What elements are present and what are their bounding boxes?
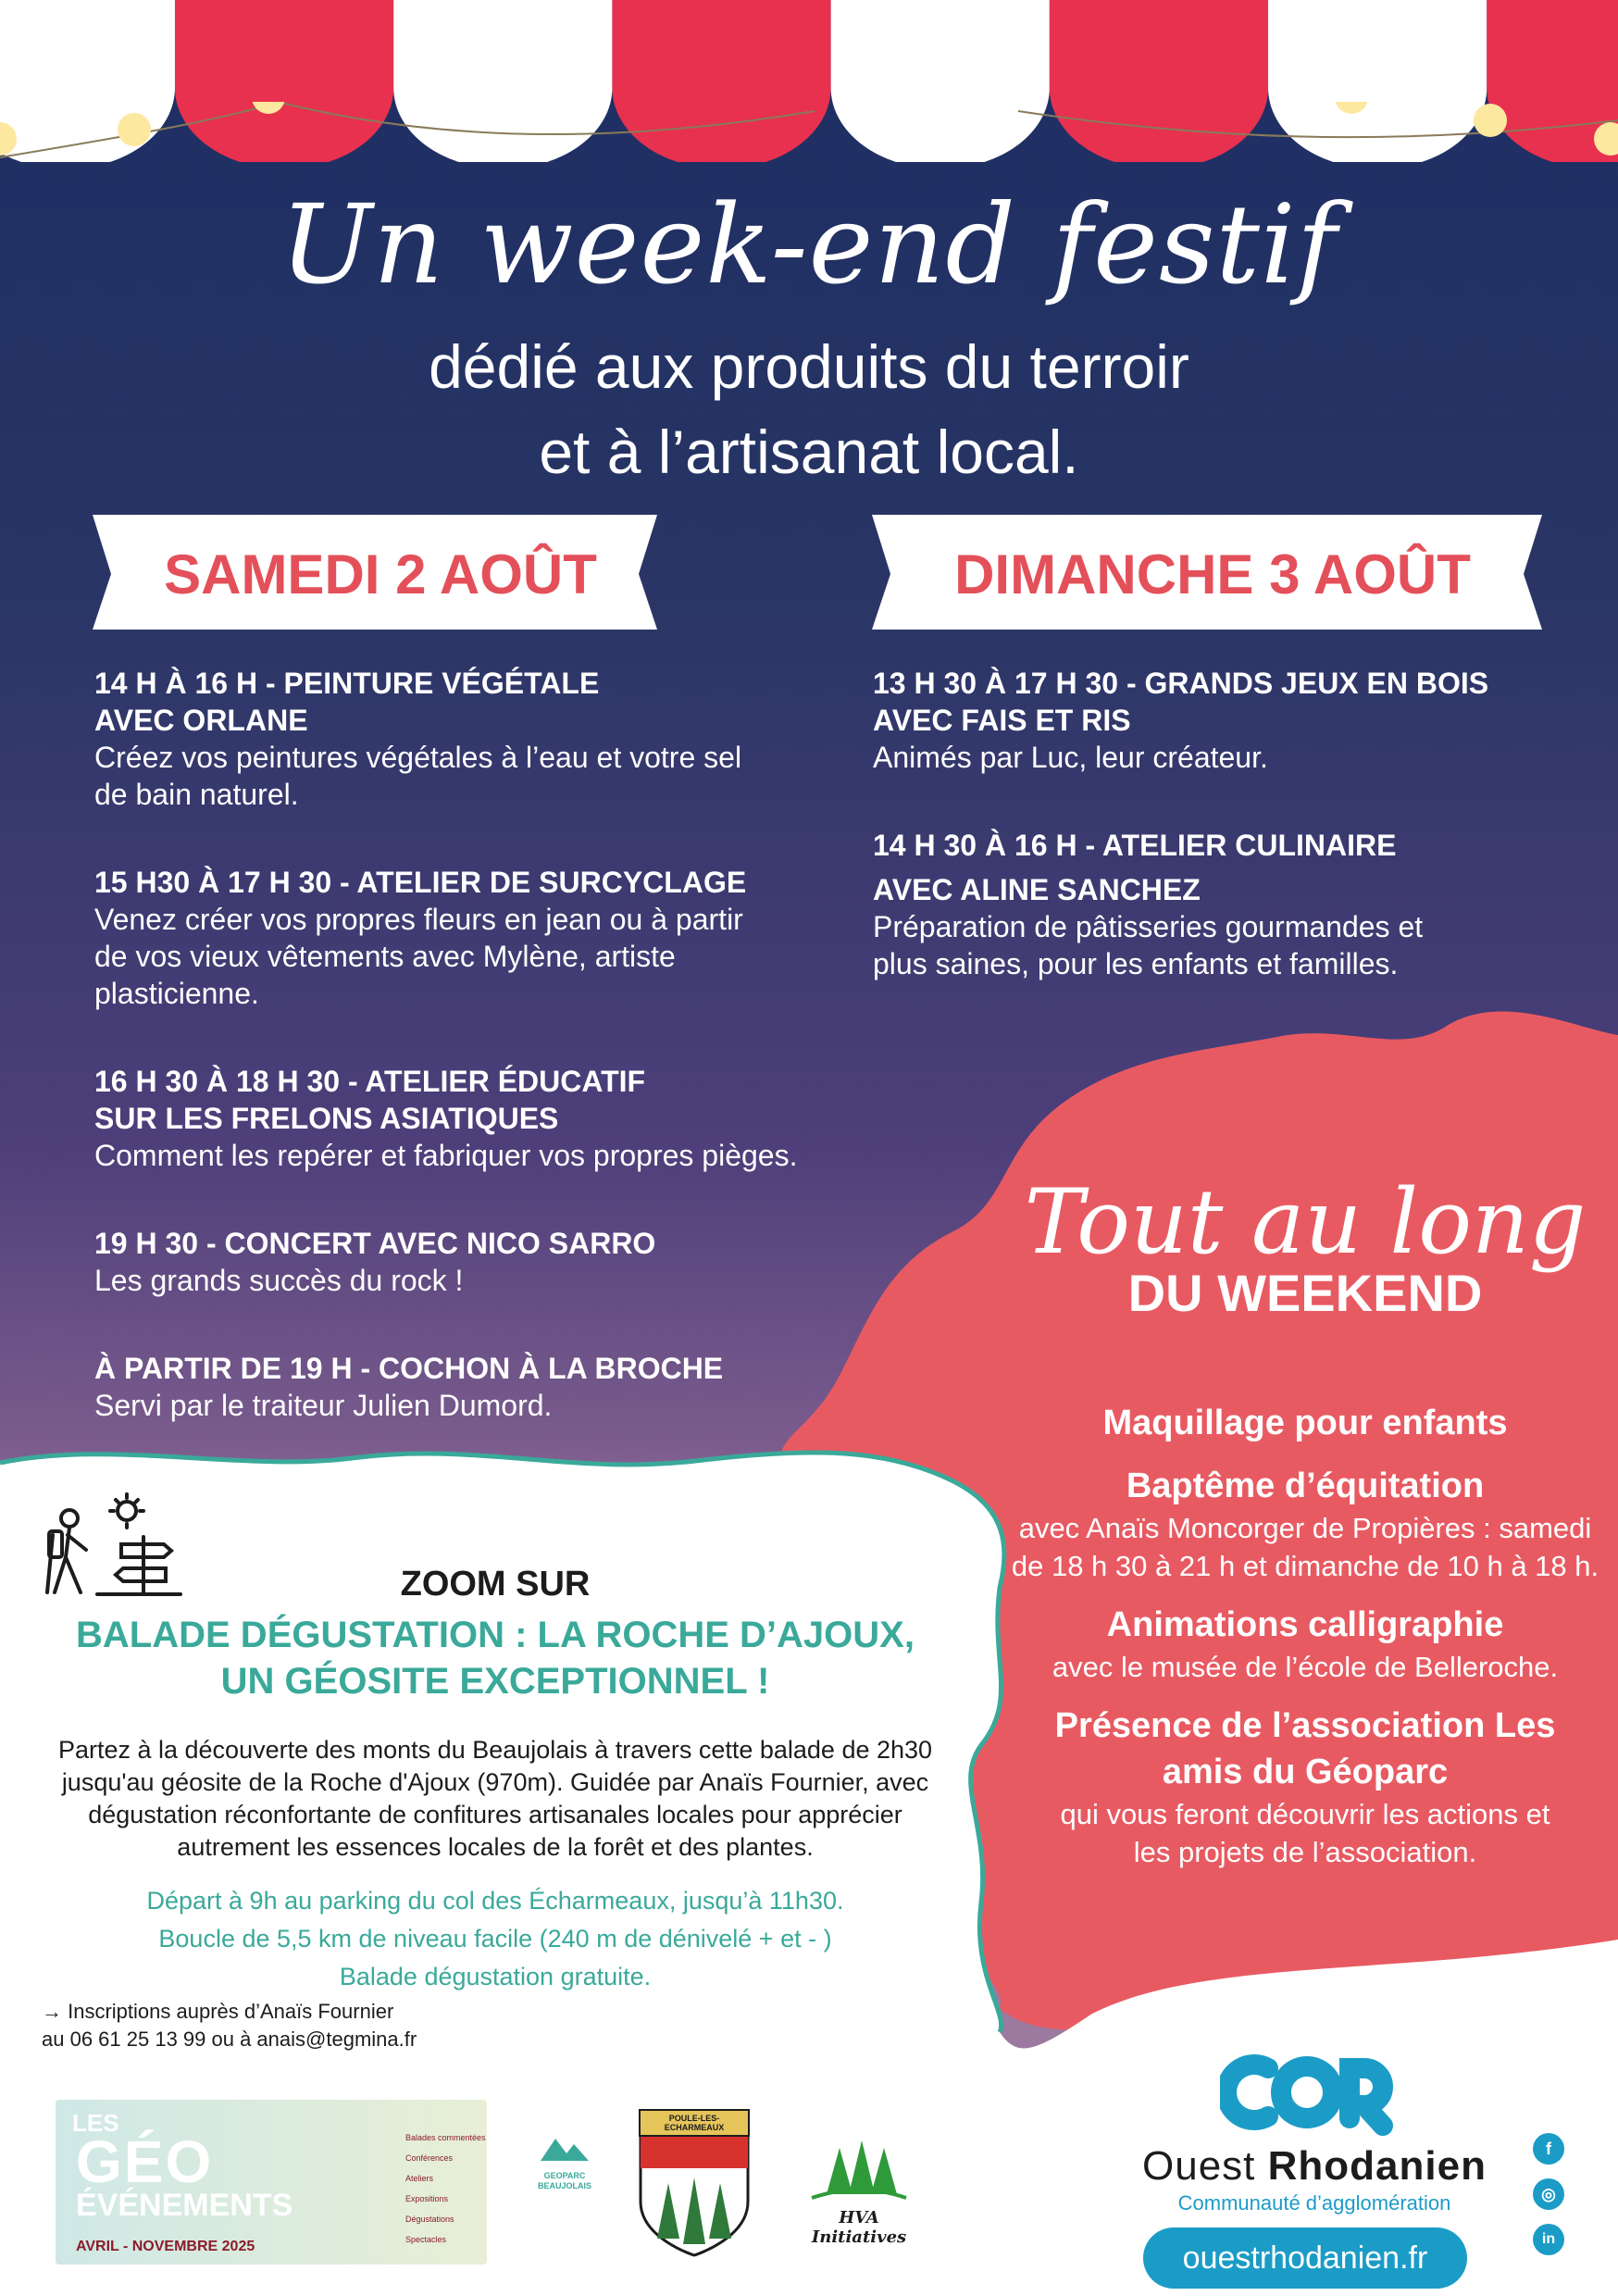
inscription-line-2: au 06 61 25 13 99 ou à anais@tegmina.fr [42, 2028, 417, 2051]
weekend-item [1009, 1400, 1601, 1446]
geo-evenements-logo [56, 2100, 487, 2265]
saturday-events [94, 665, 835, 1475]
weekend-item-title: Maquillage pour enfants [1102, 1404, 1508, 1442]
event-item [873, 827, 1539, 982]
script-title: Un week-end festif [280, 181, 1338, 308]
event-title-cont: AVEC ORLANE [94, 704, 308, 737]
zoom-title-line-1: BALADE DÉGUSTATION : LA ROCHE D’AJOUX, [76, 1615, 915, 1655]
subtitle-line-2: et à l’artisanat local. [539, 418, 1079, 486]
event-desc: Préparation de pâtisseries gourmandes et plus saines, pour les enfants et familles. [873, 910, 1424, 980]
zoom-paragraph: Partez à la découverte des monts du Beaujolais à travers cette balade de 2h30 jusqu'au géosite de la Roche d'Ajoux (970m). Guidée par Anaïs Fournier, avec dégustation réconfortante de confitures artisanales locales pour apprécier autrement les essences locales de la forêt et des plantes. [57, 1736, 933, 1861]
sunday-events [873, 665, 1539, 1033]
shield-icon [639, 2137, 750, 2257]
cor-name-a: Ouest [1142, 2143, 1268, 2189]
cor-name-b: Rhodanien [1267, 2143, 1487, 2189]
geoparc-icon [537, 2129, 592, 2166]
event-title: 19 H 30 - CONCERT AVEC NICO SARRO [94, 1227, 656, 1260]
cor-logo-icon [1220, 2046, 1396, 2139]
poule-label: POULE-LES-ECHARMEAUX [639, 2109, 750, 2137]
geo-list-item: Expositions [405, 2194, 449, 2203]
zoom-info-line: Boucle de 5,5 km de niveau facile (240 m de dénivelé + et - ) [158, 1925, 832, 1953]
event-title: 14 H 30 À 16 H - ATELIER CULINAIRE [873, 829, 1397, 862]
website-link[interactable]: ouestrhodanien.fr [1143, 2227, 1467, 2289]
day-label: DIMANCHE 3 AOÛT [954, 543, 1471, 605]
weekend-item-desc: avec le musée de l’école de Belleroche. [1052, 1651, 1559, 1683]
event-item [873, 665, 1539, 776]
weekend-heading [981, 1170, 1618, 1323]
hva-label: HVA Initiatives [811, 2208, 907, 2247]
subtitle-line-1: dédié aux produits du terroir [429, 332, 1189, 401]
event-item [94, 1350, 835, 1424]
cor-subtitle: Communauté d’agglomération [1177, 2191, 1451, 2215]
geo-word: GÉO [76, 2128, 214, 2195]
weekend-title: DU WEEKEND [1127, 1264, 1483, 1322]
event-title: 13 H 30 À 17 H 30 - GRANDS JEUX EN BOIS [873, 667, 1489, 700]
geo-list-item: Spectacles [405, 2235, 447, 2244]
linkedin-icon[interactable]: in [1533, 2224, 1564, 2255]
cor-name [1129, 2143, 1500, 2190]
event-title: À PARTIR DE 19 H - COCHON À LA BROCHE [94, 1352, 724, 1385]
event-item [94, 864, 835, 1012]
geo-events: ÉVÉNEMENTS [76, 2188, 293, 2223]
event-title-cont: AVEC FAIS ET RIS [873, 704, 1131, 737]
facebook-icon[interactable]: f [1533, 2133, 1564, 2165]
zoom-title-line-2: UN GÉOSITE EXCEPTIONNEL ! [220, 1661, 770, 1702]
trees-icon [808, 2129, 910, 2203]
zoom-info-line: Départ à 9h au parking du col des Écharmeaux, jusqu’à 11h30. [146, 1887, 844, 1915]
geo-list [405, 2128, 486, 2250]
event-desc: Créez vos peintures végétales à l’eau et votre sel de bain naturel. [94, 741, 742, 811]
day-label: SAMEDI 2 AOÛT [164, 543, 597, 605]
weekend-item-title: Animations calligraphie [1106, 1605, 1504, 1644]
event-title: 14 H À 16 H - PEINTURE VÉGÉTALE [94, 667, 600, 700]
geo-list-item: Conférences [405, 2153, 454, 2163]
weekend-item [1009, 1703, 1601, 1871]
weekend-item-title: Baptême d’équitation [1126, 1466, 1485, 1505]
weekend-list [1009, 1400, 1601, 1888]
zoom-label: ZOOM SUR [400, 1565, 591, 1603]
instagram-icon[interactable]: ◎ [1533, 2178, 1564, 2210]
poule-coat-of-arms [639, 2109, 750, 2262]
weekend-item-title: Présence de l’association Les amis du Géoparc [1054, 1706, 1556, 1791]
weekend-script: Tout au long [1024, 1170, 1587, 1274]
event-item [94, 1063, 835, 1174]
event-title: 16 H 30 À 18 H 30 - ATELIER ÉDUCATIF [94, 1065, 646, 1098]
weekend-item [1009, 1463, 1601, 1585]
event-title-cont: AVEC ALINE SANCHEZ [873, 873, 1201, 906]
event-desc: Comment les repérer et fabriquer vos propres pièges. [94, 1139, 798, 1172]
event-desc: Les grands succès du rock ! [94, 1264, 464, 1297]
geo-list-item: Ateliers [405, 2174, 434, 2183]
hva-initiatives-logo [794, 2129, 924, 2247]
event-desc: Venez créer vos propres fleurs en jean ou à partir de vos vieux vêtements avec Mylène, artiste plasticienne. [94, 903, 743, 1010]
geoparc-label: GEOPARC BEAUJOLAIS [537, 2171, 591, 2190]
weekend-item-desc: avec Anaïs Moncorger de Propières : samedi de 18 h 30 à 21 h et dimanche de 10 h à 18 h. [1011, 1512, 1599, 1582]
weekend-item-desc: qui vous feront découvrir les actions et les projets de l’association. [1060, 1798, 1550, 1868]
inscription [42, 1998, 417, 2053]
event-title: 15 H30 À 17 H 30 - ATELIER DE SURCYCLAGE [94, 866, 747, 899]
inscription-line-1: → Inscriptions auprès d’Anaïs Fournier [42, 2000, 394, 2023]
geo-les: LES [72, 2109, 119, 2137]
zoom-info [28, 1882, 963, 1996]
zoom-info-line: Balade dégustation gratuite. [339, 1963, 652, 1990]
event-title-cont: SUR LES FRELONS ASIATIQUES [94, 1102, 559, 1135]
event-item [94, 665, 835, 813]
event-desc: Servi par le traiteur Julien Dumord. [94, 1389, 553, 1422]
weekend-item [1009, 1602, 1601, 1686]
zoom-section [28, 1565, 963, 1996]
geo-list-item: Dégustations [405, 2215, 454, 2224]
geoparc-logo [532, 2129, 597, 2191]
cor-brand [1129, 2143, 1500, 2215]
geo-dates: AVRIL - NOVEMBRE 2025 [76, 2239, 255, 2254]
event-desc: Animés par Luc, leur créateur. [873, 741, 1268, 774]
geo-list-item: Balades commentées [405, 2133, 486, 2142]
event-item [94, 1225, 835, 1299]
